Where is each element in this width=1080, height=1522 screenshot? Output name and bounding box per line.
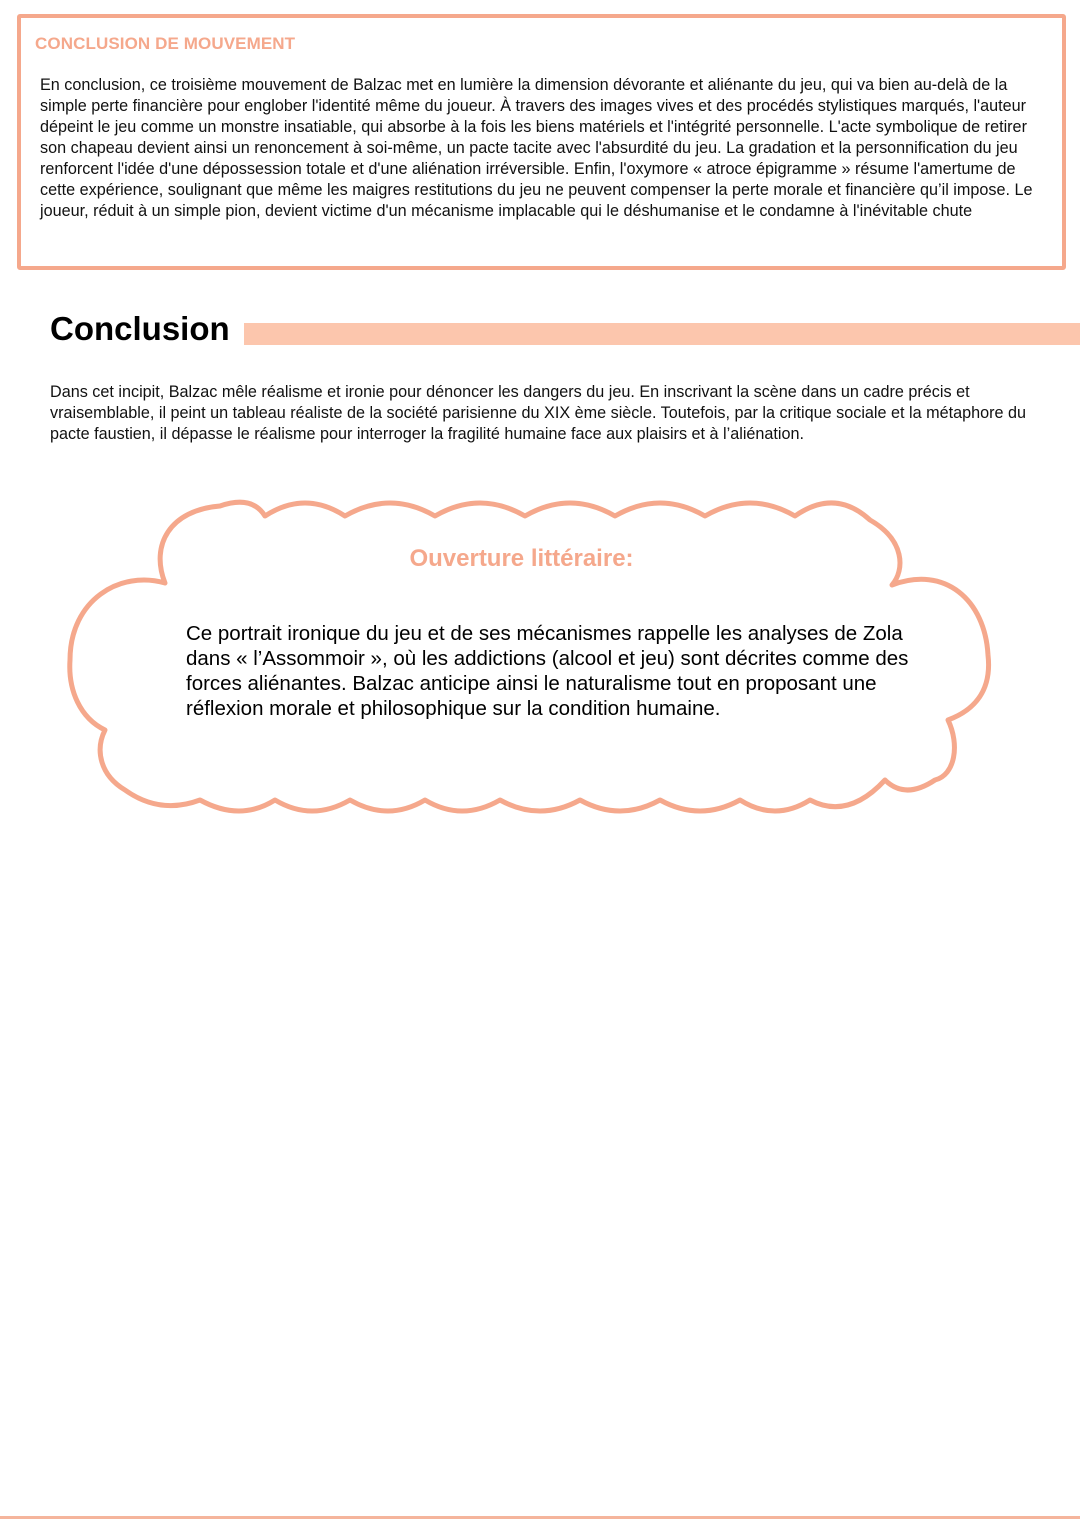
ouverture-title: Ouverture littéraire: — [409, 545, 634, 572]
ouverture-text: Ce portrait ironique du jeu et de ses mécanismes rappelle les analyses de Zola dans « l’Assommoir », où les addictions (alcool et jeu) sont décrites comme des forces aliénantes. Balzac anticipe ainsi le naturalisme tout en proposant une réflexion morale et philosophique sur la condition humaine. — [186, 622, 909, 720]
conclusion-text: Dans cet incipit, Balzac mêle réalisme et ironie pour dénoncer les dangers du jeu. En inscrivant la scène dans un cadre précis et vraisemblable, il peint un tableau réaliste de la société parisienne du XIX ème siècle. Toutefois, par la critique sociale et la métaphore du pacte faustien, il dépasse le réalisme pour interroger la fragilité humaine face aux plaisirs et à l’aliénation. — [50, 383, 1027, 443]
movement-conclusion-title: CONCLUSION DE MOUVEMENT — [35, 34, 296, 53]
conclusion-heading: Conclusion — [50, 310, 230, 347]
movement-conclusion-text: En conclusion, ce troisième mouvement de Balzac met en lumière la dimension dévorante et aliénante du jeu, qui va bien au-delà de la simple perte financière pour englober l'identité même du joueur. À travers des images vives et des procédés stylistiques marqués, l'auteur dépeint le jeu comme un monstre insatiable, qui absorbe à la fois les biens matériels et l'intégrité personnelle. L'acte symbolique de retirer son chapeau devient ainsi un renoncement à soi-même, un pacte tacite avec l'absurdité du jeu. La gradation et la personnification du jeu renforcent l'idée d'une dépossession totale et d'une aliénation irréversible. Enfin, l'oxymore « atroce épigramme » résume l'amertume de cette expérience, soulignant que même les maigres restitutions du jeu ne peuvent compenser la perte morale et financière qu’il impose. Le joueur, réduit à un simple pion, devient victime d'un mécanisme implacable qui le déshumanise et le condamne à l'inévitable chute — [40, 76, 1033, 220]
page-bottom-rule — [0, 1516, 1080, 1519]
